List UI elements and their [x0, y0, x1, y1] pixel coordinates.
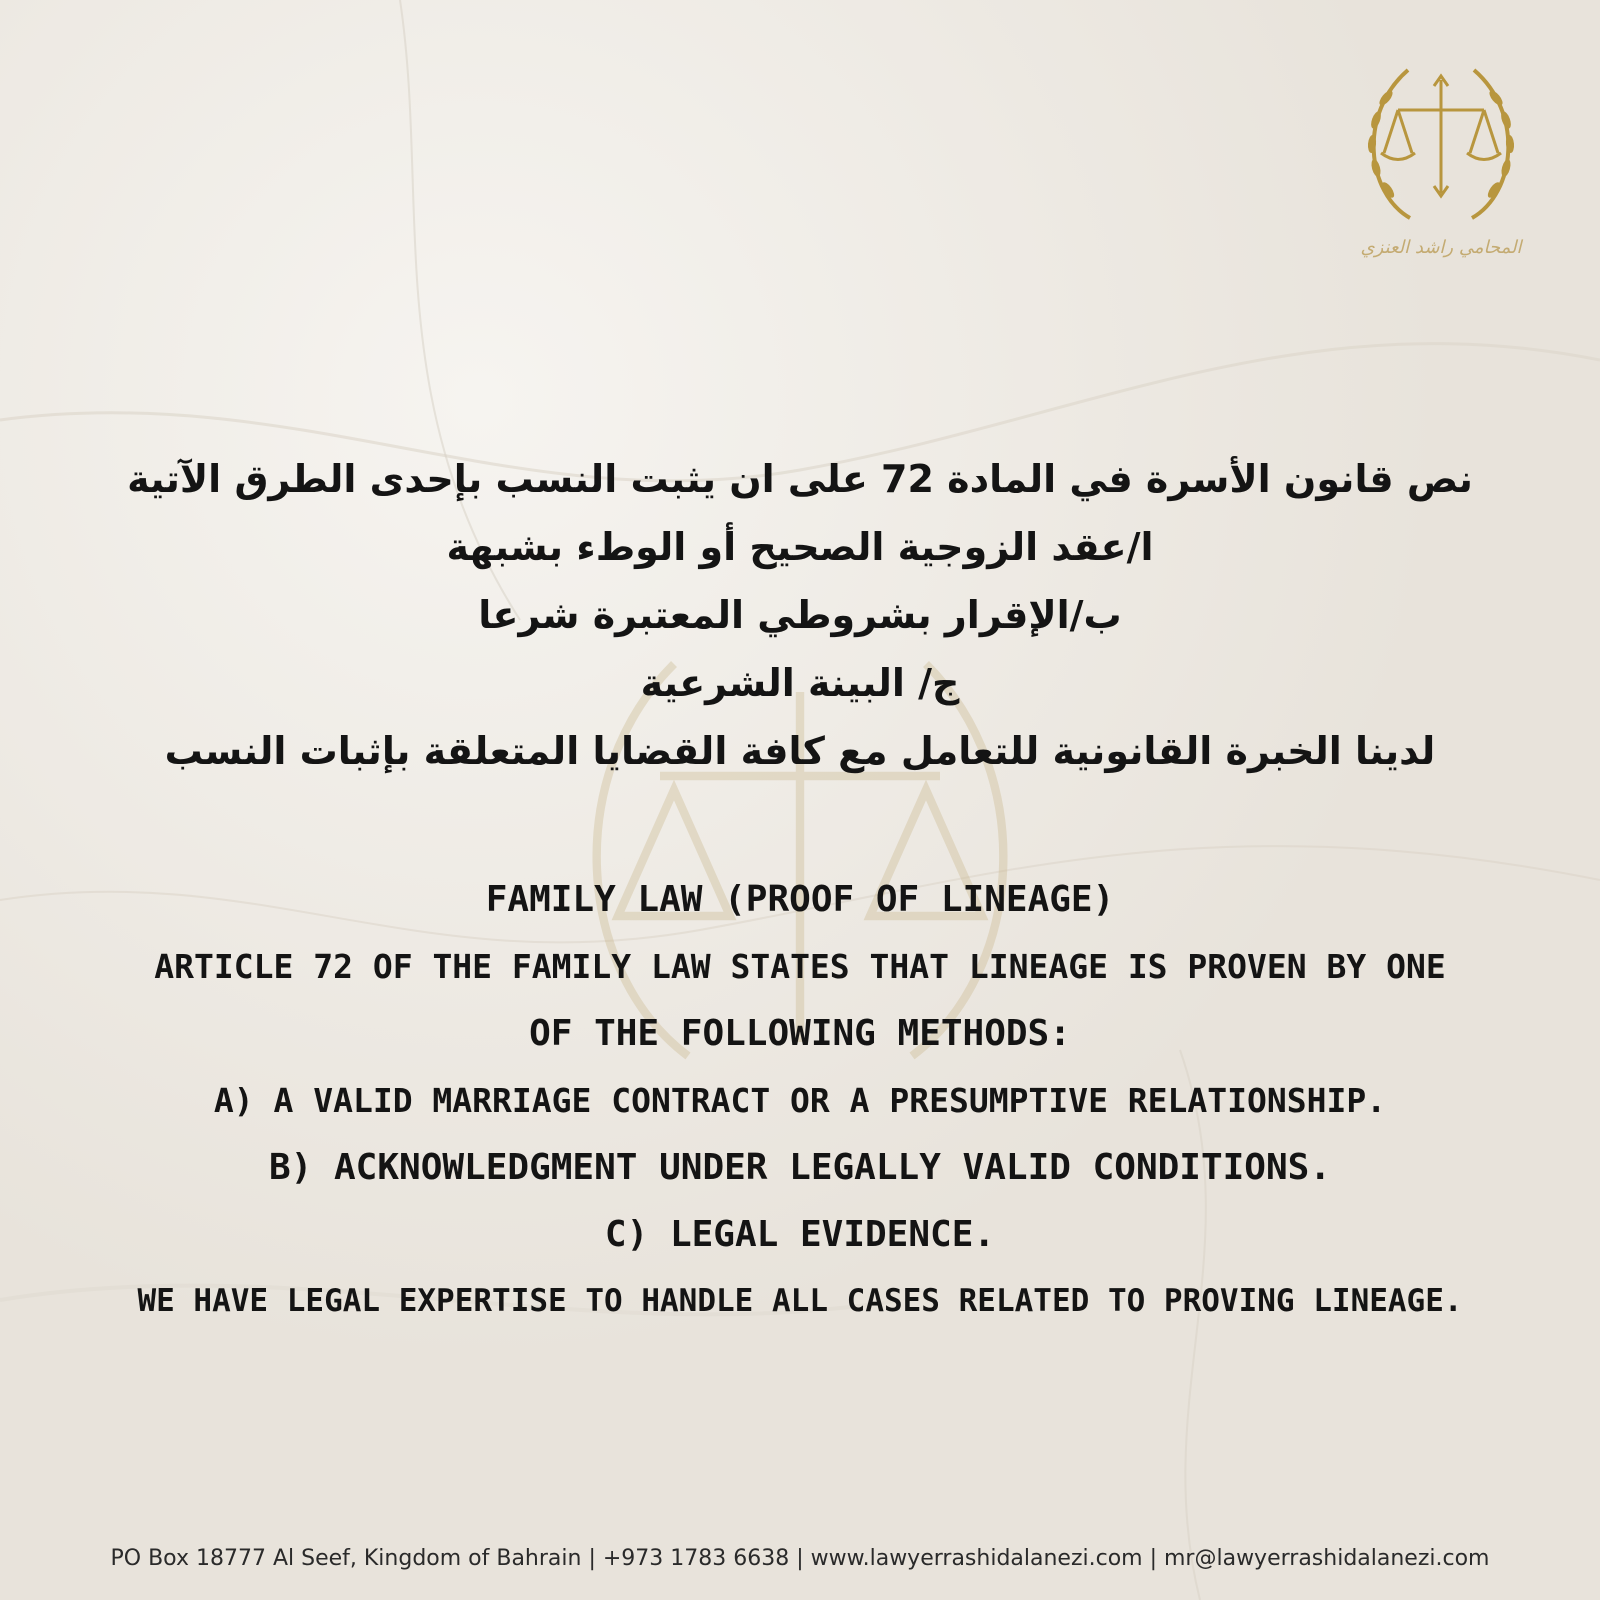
footer-contact: PO Box 18777 Al Seef, Kingdom of Bahrain | +973 1783 6638 | www.lawyerrashidalanezi.com | mr@lawyerrashidalanezi.com [110, 1546, 1490, 1571]
english-line: C) LEGAL EVIDENCE. [604, 1214, 996, 1255]
english-text-block [30, 866, 1570, 1335]
arabic-text-block [100, 445, 1500, 785]
english-line: ARTICLE 72 OF THE FAMILY LAW STATES THAT LINEAGE IS PROVEN BY ONE [154, 947, 1446, 986]
scales-of-justice-logo-icon [1348, 58, 1534, 294]
arabic-line: ا/عقد الزوجية الصحيح أو الوطء بشبهة [446, 525, 1154, 569]
logo-script: المحامي راشد العنزي [1360, 237, 1522, 258]
arabic-line: ج/ البينة الشرعية [640, 661, 960, 705]
english-line: WE HAVE LEGAL EXPERTISE TO HANDLE ALL CASES RELATED TO PROVING LINEAGE. [137, 1283, 1463, 1319]
english-heading: FAMILY LAW (PROOF OF LINEAGE) [485, 879, 1115, 920]
english-line: A) A VALID MARRIAGE CONTRACT OR A PRESUMPTIVE RELATIONSHIP. [213, 1081, 1387, 1120]
arabic-line: لدينا الخبرة القانونية للتعامل مع كافة القضايا المتعلقة بإثبات النسب [164, 729, 1436, 773]
arabic-line: ب/الإقرار بشروطي المعتبرة شرعا [478, 593, 1122, 637]
english-line: B) ACKNOWLEDGMENT UNDER LEGALLY VALID CONDITIONS. [268, 1147, 1332, 1188]
english-line: OF THE FOLLOWING METHODS: [529, 1013, 1071, 1054]
arabic-line: نص قانون الأسرة في المادة 72 على ان يثبت النسب بإحدى الطرق الآتية [127, 457, 1473, 501]
